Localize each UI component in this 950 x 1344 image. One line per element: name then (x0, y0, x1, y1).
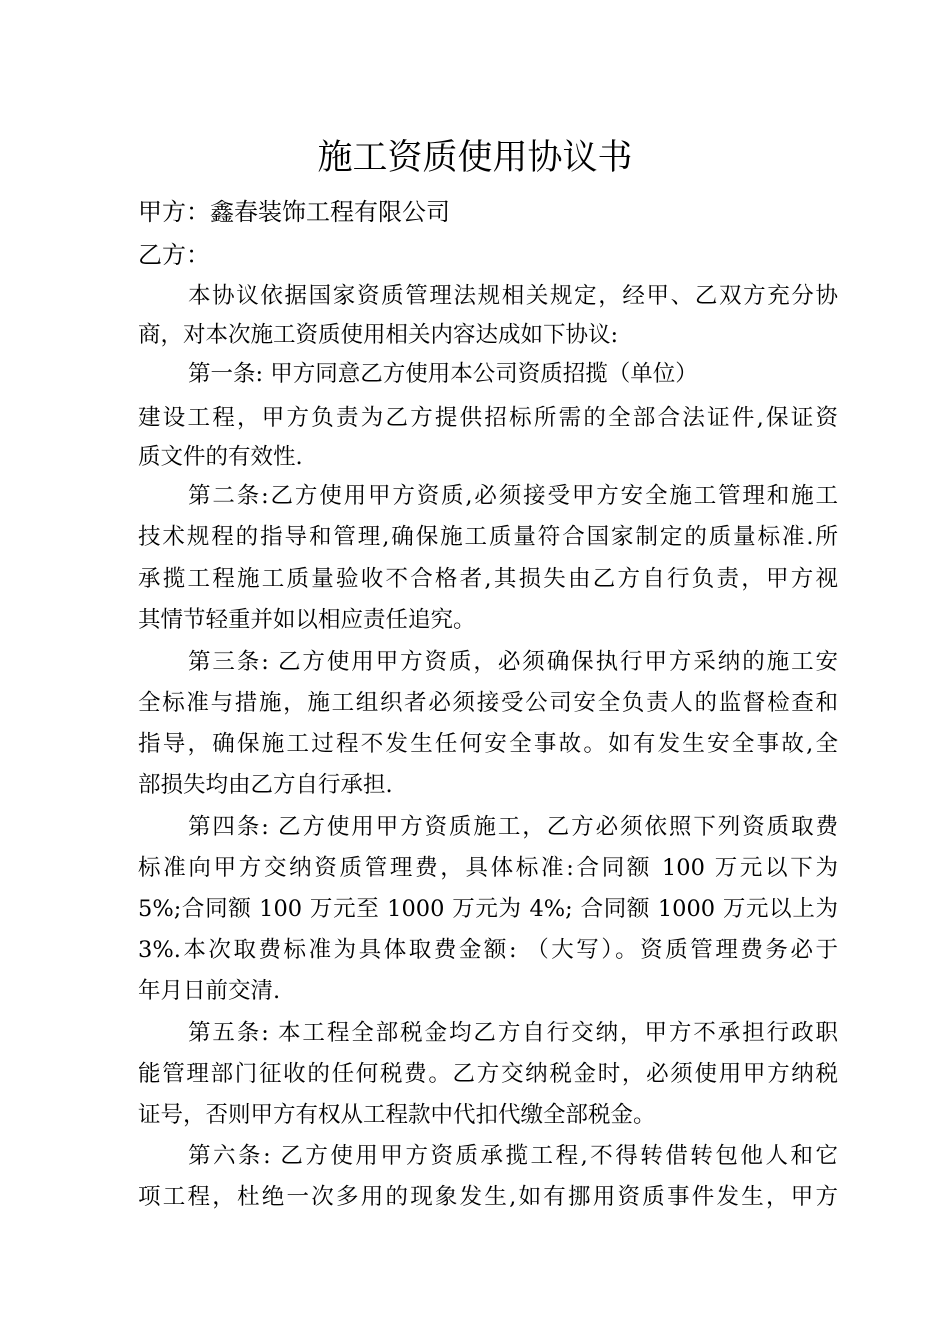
body-line: 建设工程，甲方负责为乙方提供招标所需的全部合法证件,保证资 (138, 405, 838, 431)
body-line: 技术规程的指导和管理,确保施工质量符合国家制定的质量标准.所 (138, 524, 838, 550)
body-line: 第四条: 乙方使用甲方资质施工，乙方必须依照下列资质取费 (188, 814, 838, 840)
body-line: 标准向甲方交纳资质管理费，具体标准:合同额 100 万元以下为 (138, 855, 838, 881)
body-line: 3%.本次取费标准为具体取费金额: （大写）。资质管理费务必于 (138, 937, 838, 963)
body-line: 本协议依据国家资质管理法规相关规定，经甲、乙双方充分协 (188, 283, 838, 309)
body-line: 部损失均由乙方自行承担. (138, 772, 393, 798)
body-line: 5%;合同额 100 万元至 1000 万元为 4%; 合同额 1000 万元以上为 (138, 896, 838, 922)
document-title: 施工资质使用协议书 (317, 138, 633, 178)
party-b-line: 乙方： (138, 241, 210, 269)
body-line: 全标准与措施，施工组织者必须接受公司安全负责人的监督检查和 (138, 690, 838, 716)
body-line: 第一条: 甲方同意乙方使用本公司资质招揽（单位） (188, 361, 698, 387)
body-line: 承揽工程施工质量验收不合格者,其损失由乙方自行负责，甲方视 (138, 566, 838, 592)
body-line: 年月日前交清. (138, 978, 281, 1004)
body-line: 第六条: 乙方使用甲方资质承揽工程,不得转借转包他人和它 (188, 1143, 838, 1169)
body-line: 项工程，杜绝一次多用的现象发生,如有挪用资质事件发生，甲方 (138, 1184, 838, 1210)
body-line: 商，对本次施工资质使用相关内容达成如下协议: (138, 322, 619, 348)
body-line: 第五条: 本工程全部税金均乙方自行交纳，甲方不承担行政职 (188, 1020, 838, 1046)
body-line: 第二条:乙方使用甲方资质,必须接受甲方安全施工管理和施工 (188, 483, 838, 509)
body-line: 指导，确保施工过程不发生任何安全事故。如有发生安全事故,全 (138, 731, 838, 757)
body-line: 能管理部门征收的任何税费。乙方交纳税金时，必须使用甲方纳税 (138, 1061, 838, 1087)
body-line: 证号，否则甲方有权从工程款中代扣代缴全部税金。 (138, 1102, 656, 1128)
body-line: 其情节轻重并如以相应责任追究。 (138, 607, 476, 633)
body-line: 第三条: 乙方使用甲方资质，必须确保执行甲方采纳的施工安 (188, 649, 838, 675)
party-a-line: 甲方：鑫春装饰工程有限公司 (138, 198, 450, 226)
body-line: 质文件的有效性. (138, 444, 303, 470)
